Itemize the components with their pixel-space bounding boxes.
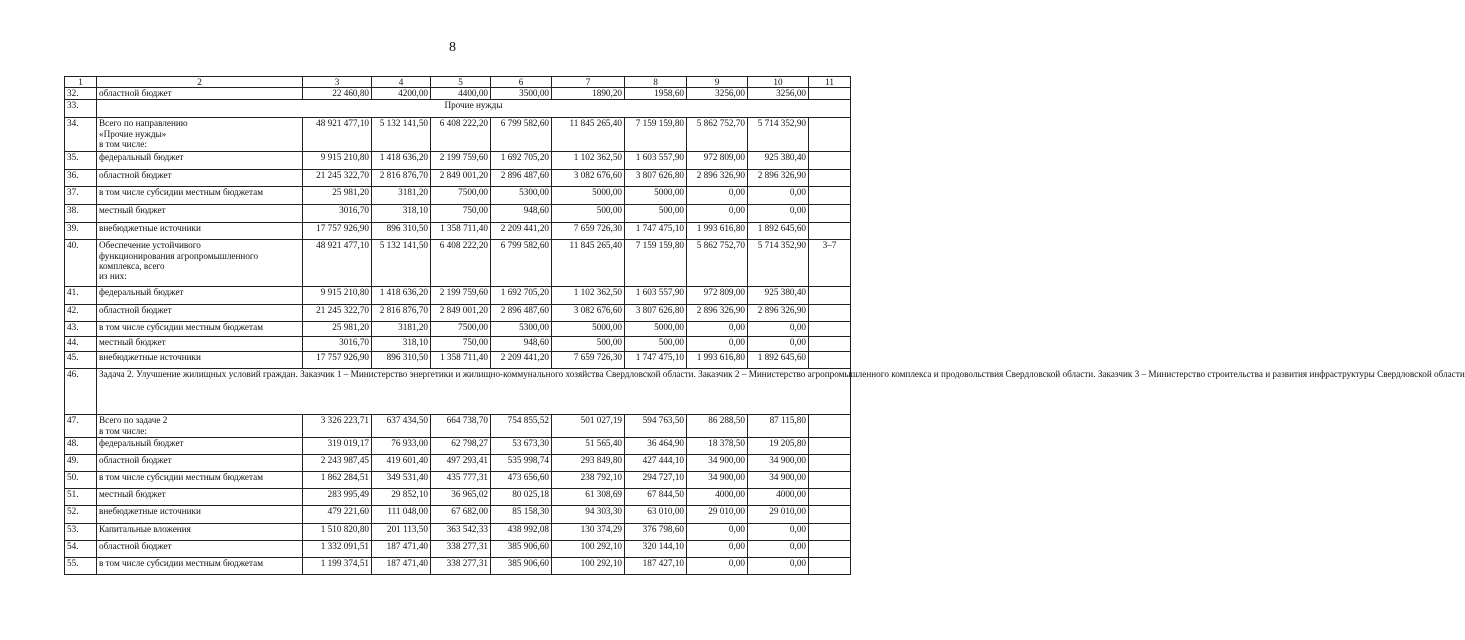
value-col-6: 6 799 582,60 — [491, 118, 552, 152]
row-name: Всего по задаче 2 в том числе: — [97, 415, 303, 438]
row-name: Капитальные вложения — [97, 524, 303, 541]
value-col-4: 3181,20 — [372, 187, 431, 205]
reference-cell — [809, 558, 851, 575]
table-row — [65, 472, 851, 489]
value-col-9: 1 993 616,80 — [687, 352, 748, 369]
row-number: 48. — [65, 438, 97, 455]
value-col-6: 3500,00 — [491, 88, 552, 100]
value-col-10: 2 896 326,90 — [748, 305, 809, 322]
value-col-5: 36 965,02 — [431, 489, 491, 506]
value-col-8: 1 603 557,90 — [625, 152, 687, 170]
row-number: 33. — [65, 100, 97, 118]
value-col-6: 948,60 — [491, 205, 552, 223]
value-col-4: 201 113,50 — [372, 524, 431, 541]
value-col-9: 5 862 752,70 — [687, 240, 748, 287]
column-number-2: 2 — [97, 77, 303, 88]
value-col-5: 2 199 759,60 — [431, 287, 491, 305]
value-col-4: 896 310,50 — [372, 352, 431, 369]
reference-cell — [809, 322, 851, 337]
reference-cell — [809, 352, 851, 369]
column-number-8: 8 — [625, 77, 687, 88]
row-name: областной бюджет — [97, 541, 303, 558]
reference-cell — [809, 118, 851, 152]
row-number: 34. — [65, 118, 97, 152]
value-col-6: 385 906,60 — [491, 541, 552, 558]
value-col-3: 3016,70 — [303, 337, 372, 352]
value-col-6: 2 896 487,60 — [491, 170, 552, 187]
value-col-8: 7 159 159,80 — [625, 240, 687, 287]
value-col-3: 9 915 210,80 — [303, 287, 372, 305]
value-col-10: 0,00 — [748, 541, 809, 558]
value-col-10: 29 010,00 — [748, 506, 809, 524]
value-col-7: 11 845 265,40 — [552, 118, 625, 152]
value-col-8: 1 747 475,10 — [625, 352, 687, 369]
value-col-10: 19 205,80 — [748, 438, 809, 455]
row-name: местный бюджет — [97, 337, 303, 352]
row-name: местный бюджет — [97, 489, 303, 506]
budget-table — [64, 76, 1465, 575]
value-col-8: 3 807 626,80 — [625, 170, 687, 187]
value-col-5: 7500,00 — [431, 322, 491, 337]
value-col-3: 283 995,49 — [303, 489, 372, 506]
value-col-7: 94 303,30 — [552, 506, 625, 524]
value-col-5: 2 849 001,20 — [431, 170, 491, 187]
value-col-9: 0,00 — [687, 322, 748, 337]
row-number: 49. — [65, 455, 97, 472]
value-col-6: 438 992,08 — [491, 524, 552, 541]
value-col-7: 11 845 265,40 — [552, 240, 625, 287]
value-col-9: 2 896 326,90 — [687, 305, 748, 322]
value-col-10: 1 892 645,60 — [748, 352, 809, 369]
row-name: областной бюджет — [97, 305, 303, 322]
value-col-5: 338 277,31 — [431, 541, 491, 558]
value-col-5: 6 408 222,20 — [431, 240, 491, 287]
value-col-9: 1 993 616,80 — [687, 223, 748, 240]
value-col-10: 0,00 — [748, 205, 809, 223]
value-col-9: 18 378,50 — [687, 438, 748, 455]
value-col-6: 5300,00 — [491, 187, 552, 205]
row-name: федеральный бюджет — [97, 287, 303, 305]
value-col-3: 17 757 926,90 — [303, 223, 372, 240]
table-row — [65, 438, 851, 455]
value-col-5: 2 849 001,20 — [431, 305, 491, 322]
column-number-4: 4 — [372, 77, 431, 88]
value-col-5: 435 777,31 — [431, 472, 491, 489]
value-col-6: 85 158,30 — [491, 506, 552, 524]
value-col-4: 2 816 876,70 — [372, 305, 431, 322]
value-col-9: 972 809,00 — [687, 287, 748, 305]
section-heading: Задача 2. Улучшение жилищных условий граждан. Заказчик 1 – Министерство энергетики и жилищно-коммунального хозяйства Свердловской области. Заказчик 2 – Министерство агропромышленного комплекса и продовольствия Свердловской области. Заказчик 3 – Министерство строительства и развития инфраструктуры Свердловской области — [97, 369, 851, 415]
row-number: 36. — [65, 170, 97, 187]
row-name: Обеспечение устойчивого функционирования агропромышленного комплекса, всего из них: — [97, 240, 303, 287]
column-number-6: 6 — [491, 77, 552, 88]
value-col-8: 36 464,90 — [625, 438, 687, 455]
value-col-6: 80 025,18 — [491, 489, 552, 506]
value-col-3: 479 221,60 — [303, 506, 372, 524]
table-row — [65, 489, 851, 506]
value-col-7: 3 082 676,60 — [552, 170, 625, 187]
value-col-6: 385 906,60 — [491, 558, 552, 575]
value-col-4: 1 418 636,20 — [372, 152, 431, 170]
row-number: 45. — [65, 352, 97, 369]
reference-cell — [809, 489, 851, 506]
value-col-3: 48 921 477,10 — [303, 240, 372, 287]
value-col-3: 21 245 322,70 — [303, 305, 372, 322]
value-col-3: 1 510 820,80 — [303, 524, 372, 541]
reference-cell — [809, 88, 851, 100]
value-col-8: 500,00 — [625, 205, 687, 223]
value-col-4: 4200,00 — [372, 88, 431, 100]
value-col-8: 67 844,50 — [625, 489, 687, 506]
row-number: 38. — [65, 205, 97, 223]
column-number-10: 10 — [748, 77, 809, 88]
row-number: 54. — [65, 541, 97, 558]
row-name: областной бюджет — [97, 455, 303, 472]
value-col-4: 318,10 — [372, 337, 431, 352]
row-number: 55. — [65, 558, 97, 575]
value-col-8: 1 603 557,90 — [625, 287, 687, 305]
value-col-8: 5000,00 — [625, 322, 687, 337]
value-col-10: 0,00 — [748, 558, 809, 575]
value-col-8: 427 444,10 — [625, 455, 687, 472]
section-heading: Прочие нужды — [97, 100, 851, 118]
value-col-7: 1890,20 — [552, 88, 625, 100]
value-col-7: 5000,00 — [552, 187, 625, 205]
value-col-7: 501 027,19 — [552, 415, 625, 438]
value-col-7: 100 292,10 — [552, 558, 625, 575]
table-row — [65, 541, 851, 558]
table-row — [65, 240, 851, 287]
value-col-3: 48 921 477,10 — [303, 118, 372, 152]
value-col-6: 2 896 487,60 — [491, 305, 552, 322]
value-col-3: 9 915 210,80 — [303, 152, 372, 170]
value-col-3: 2 243 987,45 — [303, 455, 372, 472]
value-col-6: 948,60 — [491, 337, 552, 352]
value-col-10: 0,00 — [748, 187, 809, 205]
row-number: 41. — [65, 287, 97, 305]
value-col-8: 7 159 159,80 — [625, 118, 687, 152]
value-col-9: 86 288,50 — [687, 415, 748, 438]
row-number: 53. — [65, 524, 97, 541]
row-number: 46. — [65, 369, 97, 415]
reference-cell — [809, 223, 851, 240]
row-name: федеральный бюджет — [97, 438, 303, 455]
reference-cell — [809, 152, 851, 170]
value-col-9: 29 010,00 — [687, 506, 748, 524]
value-col-3: 3016,70 — [303, 205, 372, 223]
row-name: местный бюджет — [97, 205, 303, 223]
value-col-10: 87 115,80 — [748, 415, 809, 438]
row-number: 35. — [65, 152, 97, 170]
row-name: областной бюджет — [97, 88, 303, 100]
column-number-7: 7 — [552, 77, 625, 88]
value-col-7: 500,00 — [552, 205, 625, 223]
column-number-row — [65, 77, 851, 88]
value-col-9: 0,00 — [687, 187, 748, 205]
value-col-8: 500,00 — [625, 337, 687, 352]
value-col-10: 34 900,00 — [748, 472, 809, 489]
value-col-10: 34 900,00 — [748, 455, 809, 472]
value-col-3: 21 245 322,70 — [303, 170, 372, 187]
row-name: в том числе субсидии местным бюджетам — [97, 322, 303, 337]
row-number: 47. — [65, 415, 97, 438]
value-col-9: 0,00 — [687, 541, 748, 558]
value-col-5: 750,00 — [431, 337, 491, 352]
reference-cell — [809, 438, 851, 455]
row-number: 32. — [65, 88, 97, 100]
row-name: Всего по направлению «Прочие нужды» в том числе: — [97, 118, 303, 152]
value-col-6: 5300,00 — [491, 322, 552, 337]
value-col-7: 7 659 726,30 — [552, 352, 625, 369]
table-row — [65, 152, 851, 170]
table-row — [65, 223, 851, 240]
value-col-4: 187 471,40 — [372, 558, 431, 575]
value-col-5: 338 277,31 — [431, 558, 491, 575]
table-row — [65, 415, 851, 438]
value-col-3: 22 460,80 — [303, 88, 372, 100]
value-col-3: 1 862 284,51 — [303, 472, 372, 489]
value-col-9: 0,00 — [687, 205, 748, 223]
column-number-9: 9 — [687, 77, 748, 88]
table-row — [65, 205, 851, 223]
value-col-8: 376 798,60 — [625, 524, 687, 541]
value-col-6: 53 673,30 — [491, 438, 552, 455]
value-col-5: 664 738,70 — [431, 415, 491, 438]
value-col-5: 7500,00 — [431, 187, 491, 205]
value-col-8: 63 010,00 — [625, 506, 687, 524]
table-row — [65, 100, 851, 118]
value-col-7: 3 082 676,60 — [552, 305, 625, 322]
value-col-10: 0,00 — [748, 322, 809, 337]
row-name: областной бюджет — [97, 170, 303, 187]
row-number: 50. — [65, 472, 97, 489]
row-name: федеральный бюджет — [97, 152, 303, 170]
value-col-9: 34 900,00 — [687, 472, 748, 489]
reference-cell — [809, 541, 851, 558]
value-col-4: 5 132 141,50 — [372, 240, 431, 287]
value-col-5: 750,00 — [431, 205, 491, 223]
column-number-5: 5 — [431, 77, 491, 88]
value-col-5: 67 682,00 — [431, 506, 491, 524]
table-row — [65, 118, 851, 152]
value-col-7: 1 102 362,50 — [552, 152, 625, 170]
value-col-10: 925 380,40 — [748, 152, 809, 170]
row-number: 44. — [65, 337, 97, 352]
row-number: 43. — [65, 322, 97, 337]
value-col-7: 61 308,69 — [552, 489, 625, 506]
row-name: в том числе субсидии местным бюджетам — [97, 558, 303, 575]
value-col-3: 1 199 374,51 — [303, 558, 372, 575]
value-col-5: 1 358 711,40 — [431, 352, 491, 369]
value-col-6: 535 998,74 — [491, 455, 552, 472]
value-col-4: 896 310,50 — [372, 223, 431, 240]
value-col-8: 5000,00 — [625, 187, 687, 205]
row-name: внебюджетные источники — [97, 352, 303, 369]
value-col-4: 318,10 — [372, 205, 431, 223]
value-col-8: 3 807 626,80 — [625, 305, 687, 322]
value-col-10: 1 892 645,60 — [748, 223, 809, 240]
value-col-8: 294 727,10 — [625, 472, 687, 489]
reference-cell — [809, 170, 851, 187]
value-col-6: 1 692 705,20 — [491, 287, 552, 305]
column-number-1: 1 — [65, 77, 97, 88]
value-col-4: 3181,20 — [372, 322, 431, 337]
table-row — [65, 287, 851, 305]
reference-cell — [809, 187, 851, 205]
value-col-4: 76 933,00 — [372, 438, 431, 455]
value-col-9: 2 896 326,90 — [687, 170, 748, 187]
value-col-4: 187 471,40 — [372, 541, 431, 558]
value-col-3: 3 326 223,71 — [303, 415, 372, 438]
value-col-9: 4000,00 — [687, 489, 748, 506]
value-col-9: 3256,00 — [687, 88, 748, 100]
value-col-10: 5 714 352,90 — [748, 118, 809, 152]
value-col-6: 473 656,60 — [491, 472, 552, 489]
value-col-3: 25 981,20 — [303, 322, 372, 337]
value-col-5: 497 293,41 — [431, 455, 491, 472]
reference-cell — [809, 287, 851, 305]
row-name: в том числе субсидии местным бюджетам — [97, 187, 303, 205]
value-col-4: 637 434,50 — [372, 415, 431, 438]
value-col-4: 349 531,40 — [372, 472, 431, 489]
value-col-4: 419 601,40 — [372, 455, 431, 472]
reference-cell — [809, 524, 851, 541]
value-col-9: 34 900,00 — [687, 455, 748, 472]
row-name: внебюджетные источники — [97, 506, 303, 524]
reference-cell — [809, 415, 851, 438]
table-row — [65, 506, 851, 524]
value-col-10: 0,00 — [748, 524, 809, 541]
reference-cell: 3–7 — [809, 240, 851, 287]
table-body — [65, 77, 1465, 575]
value-col-7: 100 292,10 — [552, 541, 625, 558]
table-row — [65, 369, 851, 415]
table-row — [65, 524, 851, 541]
reference-cell — [809, 506, 851, 524]
value-col-5: 1 358 711,40 — [431, 223, 491, 240]
value-col-3: 17 757 926,90 — [303, 352, 372, 369]
value-col-9: 0,00 — [687, 337, 748, 352]
reference-cell — [809, 472, 851, 489]
page-number: 8 — [449, 40, 456, 55]
value-col-3: 1 332 091,51 — [303, 541, 372, 558]
value-col-4: 111 048,00 — [372, 506, 431, 524]
reference-cell — [809, 337, 851, 352]
row-number: 39. — [65, 223, 97, 240]
value-col-4: 1 418 636,20 — [372, 287, 431, 305]
value-col-10: 5 714 352,90 — [748, 240, 809, 287]
value-col-5: 62 798,27 — [431, 438, 491, 455]
row-number: 52. — [65, 506, 97, 524]
table-row — [65, 455, 851, 472]
value-col-5: 6 408 222,20 — [431, 118, 491, 152]
value-col-4: 5 132 141,50 — [372, 118, 431, 152]
row-number: 51. — [65, 489, 97, 506]
row-name: в том числе субсидии местным бюджетам — [97, 472, 303, 489]
table-row — [65, 352, 851, 369]
column-number-11: 11 — [809, 77, 851, 88]
value-col-9: 972 809,00 — [687, 152, 748, 170]
value-col-7: 51 565,40 — [552, 438, 625, 455]
table-row — [65, 322, 851, 337]
value-col-10: 2 896 326,90 — [748, 170, 809, 187]
value-col-7: 500,00 — [552, 337, 625, 352]
row-number: 37. — [65, 187, 97, 205]
table-row — [65, 170, 851, 187]
value-col-6: 2 209 441,20 — [491, 223, 552, 240]
table-row — [65, 558, 851, 575]
value-col-8: 1 747 475,10 — [625, 223, 687, 240]
value-col-10: 3256,00 — [748, 88, 809, 100]
value-col-8: 1958,60 — [625, 88, 687, 100]
row-name: внебюджетные источники — [97, 223, 303, 240]
value-col-7: 1 102 362,50 — [552, 287, 625, 305]
value-col-6: 1 692 705,20 — [491, 152, 552, 170]
value-col-7: 293 849,80 — [552, 455, 625, 472]
value-col-8: 320 144,10 — [625, 541, 687, 558]
reference-cell — [809, 455, 851, 472]
value-col-5: 2 199 759,60 — [431, 152, 491, 170]
value-col-4: 29 852,10 — [372, 489, 431, 506]
value-col-10: 4000,00 — [748, 489, 809, 506]
value-col-9: 0,00 — [687, 558, 748, 575]
column-number-3: 3 — [303, 77, 372, 88]
value-col-7: 5000,00 — [552, 322, 625, 337]
value-col-7: 238 792,10 — [552, 472, 625, 489]
value-col-6: 754 855,52 — [491, 415, 552, 438]
value-col-10: 925 380,40 — [748, 287, 809, 305]
value-col-8: 187 427,10 — [625, 558, 687, 575]
row-number: 40. — [65, 240, 97, 287]
value-col-9: 0,00 — [687, 524, 748, 541]
value-col-5: 363 542,33 — [431, 524, 491, 541]
value-col-6: 2 209 441,20 — [491, 352, 552, 369]
table-row — [65, 187, 851, 205]
value-col-7: 7 659 726,30 — [552, 223, 625, 240]
value-col-6: 6 799 582,60 — [491, 240, 552, 287]
value-col-10: 0,00 — [748, 337, 809, 352]
value-col-8: 594 763,50 — [625, 415, 687, 438]
value-col-7: 130 374,29 — [552, 524, 625, 541]
table-row — [65, 88, 851, 100]
value-col-9: 5 862 752,70 — [687, 118, 748, 152]
value-col-3: 25 981,20 — [303, 187, 372, 205]
table-row — [65, 305, 851, 322]
reference-cell — [809, 205, 851, 223]
value-col-3: 319 019,17 — [303, 438, 372, 455]
value-col-5: 4400,00 — [431, 88, 491, 100]
table-row — [65, 337, 851, 352]
reference-cell — [809, 305, 851, 322]
row-number: 42. — [65, 305, 97, 322]
value-col-4: 2 816 876,70 — [372, 170, 431, 187]
